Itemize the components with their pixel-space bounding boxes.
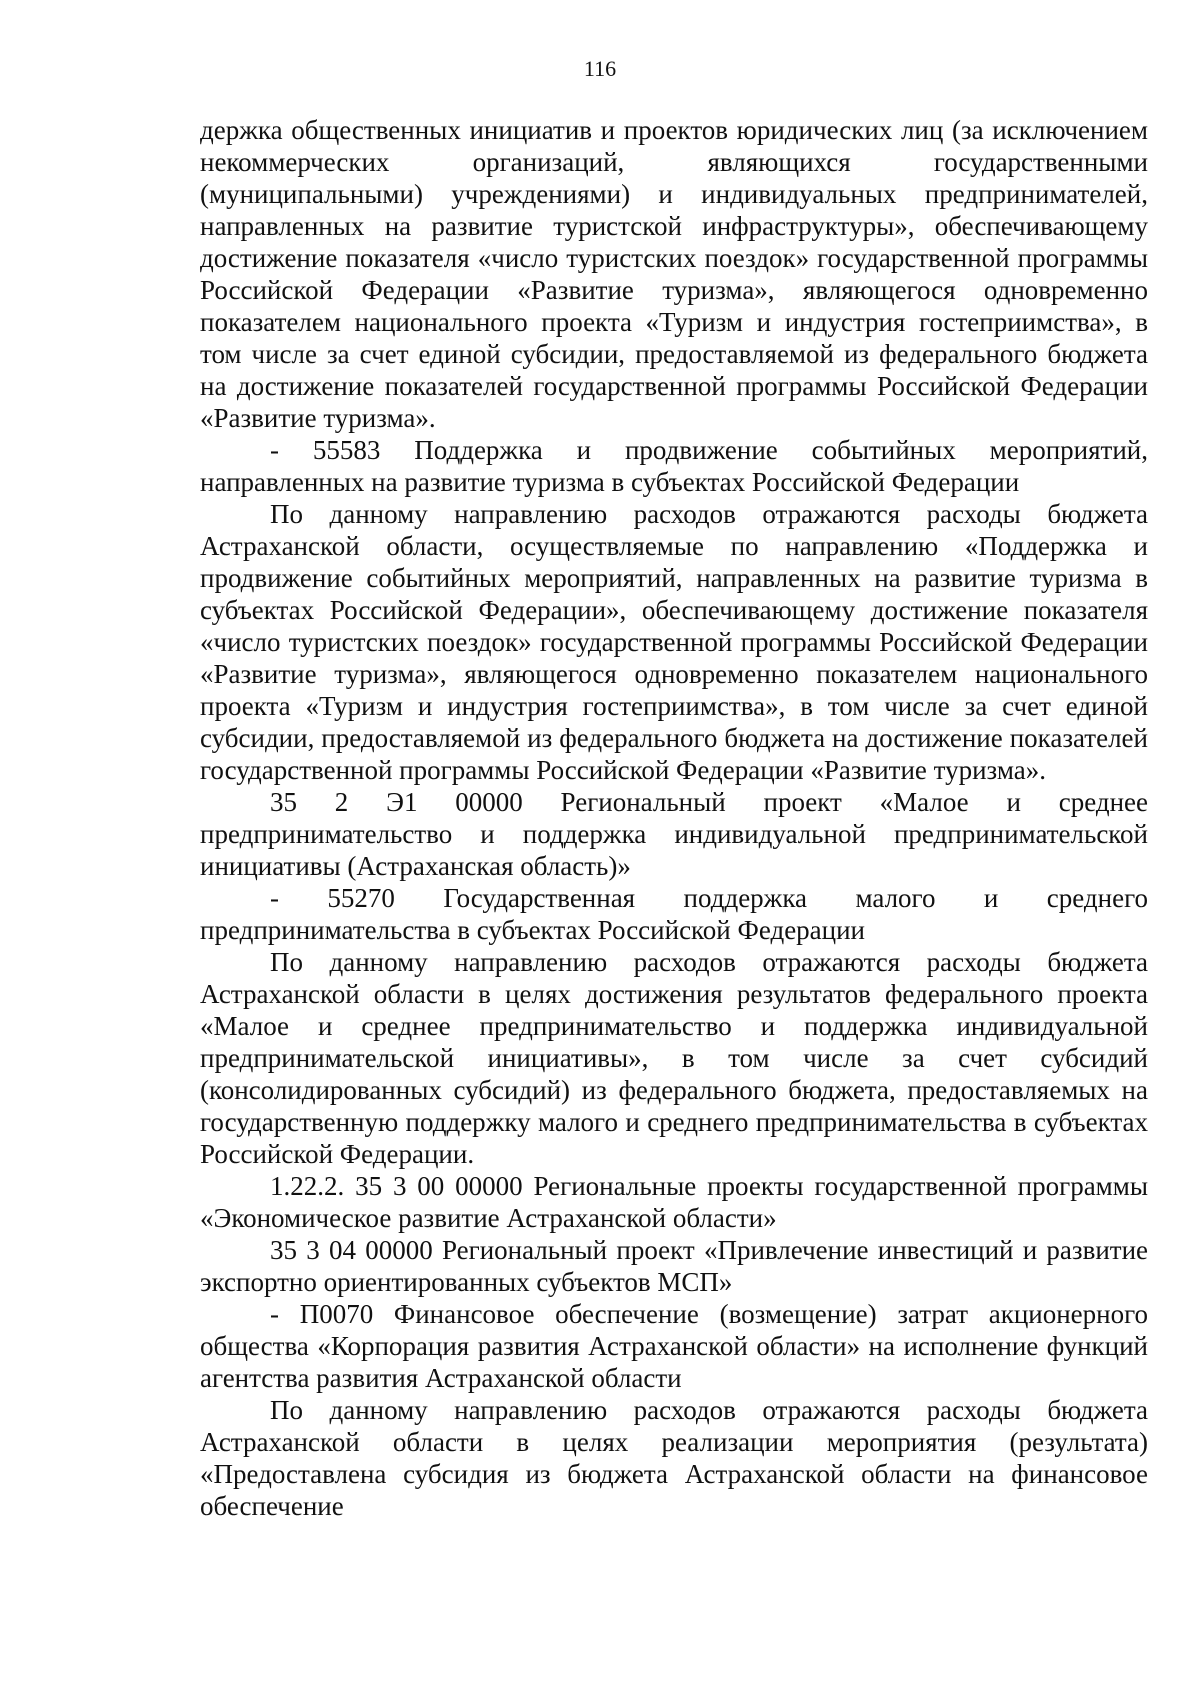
paragraph-project-04: 35 3 04 00000 Региональный проект «Привлечение инвестиций и развитие экспортно ориентированных субъектов МСП» bbox=[200, 1235, 1148, 1297]
paragraph-description-p0070: По данному направлению расходов отражаются расходы бюджета Астраханской области в целях реализации мероприятия (результата) «Предоставлена субсидия из бюджета Астраханской области на финансовое обеспечение bbox=[200, 1395, 1148, 1521]
paragraph-item-55270: - 55270 Государственная поддержка малого и среднего предпринимательства в субъектах Российской Федерации bbox=[200, 883, 1148, 945]
paragraph-project-e1: 35 2 Э1 00000 Региональный проект «Малое и среднее предпринимательство и поддержка индивидуальной предпринимательской инициативы (Астраханская область)» bbox=[200, 787, 1148, 881]
page-number: 116 bbox=[583, 56, 617, 81]
paragraph-item-55583: - 55583 Поддержка и продвижение событийных мероприятий, направленных на развитие туризма в субъектах Российской Федерации bbox=[200, 435, 1148, 497]
paragraph-item-p0070: - П0070 Финансовое обеспечение (возмещение) затрат акционерного общества «Корпорация развития Астраханской области» на исполнение функций агентства развития Астраханской области bbox=[200, 1299, 1148, 1393]
paragraph-description-55583: По данному направлению расходов отражаются расходы бюджета Астраханской области, осуществляемые по направлению «Поддержка и продвижение событийных мероприятий, направленных на развитие туризма в субъектах Российской Федерации», обеспечивающему достижение показателя «число туристских поездок» государственной программы Российской Федерации «Развитие туризма», являющегося одновременно показателем национального проекта «Туризм и индустрия гостеприимства», в том числе за счет единой субсидии, предоставляемой из федерального бюджета на достижение показателей государственной программы Российской Федерации «Развитие туризма». bbox=[200, 499, 1148, 785]
paragraph-description-55270: По данному направлению расходов отражаются расходы бюджета Астраханской области в целях достижения результатов федерального проекта «Малое и среднее предпринимательство и поддержка индивидуальной предпринимательской инициативы», в том числе за счет субсидий (консолидированных субсидий) из федерального бюджета, предоставляемых на государственную поддержку малого и среднего предпринимательства в субъектах Российской Федерации. bbox=[200, 947, 1148, 1169]
paragraph-continuation: держка общественных инициатив и проектов юридических лиц (за исключением некоммерческих организаций, являющихся государственными (муниципальными) учреждениями) и индивидуальных предпринимателей, направленных на развитие туристской инфраструктуры», обеспечивающему достижение показателя «число туристских поездок» государственной программы Российской Федерации «Развитие туризма», являющегося одновременно показателем национального проекта «Туризм и индустрия гостеприимства», в том числе за счет единой субсидии, предоставляемой из федерального бюджета на достижение показателей государственной программы Российской Федерации «Развитие туризма». bbox=[200, 115, 1148, 433]
paragraph-section-1-22-2: 1.22.2. 35 3 00 00000 Региональные проекты государственной программы «Экономическое развитие Астраханской области» bbox=[200, 1171, 1148, 1233]
page-body bbox=[200, 114, 1148, 1522]
